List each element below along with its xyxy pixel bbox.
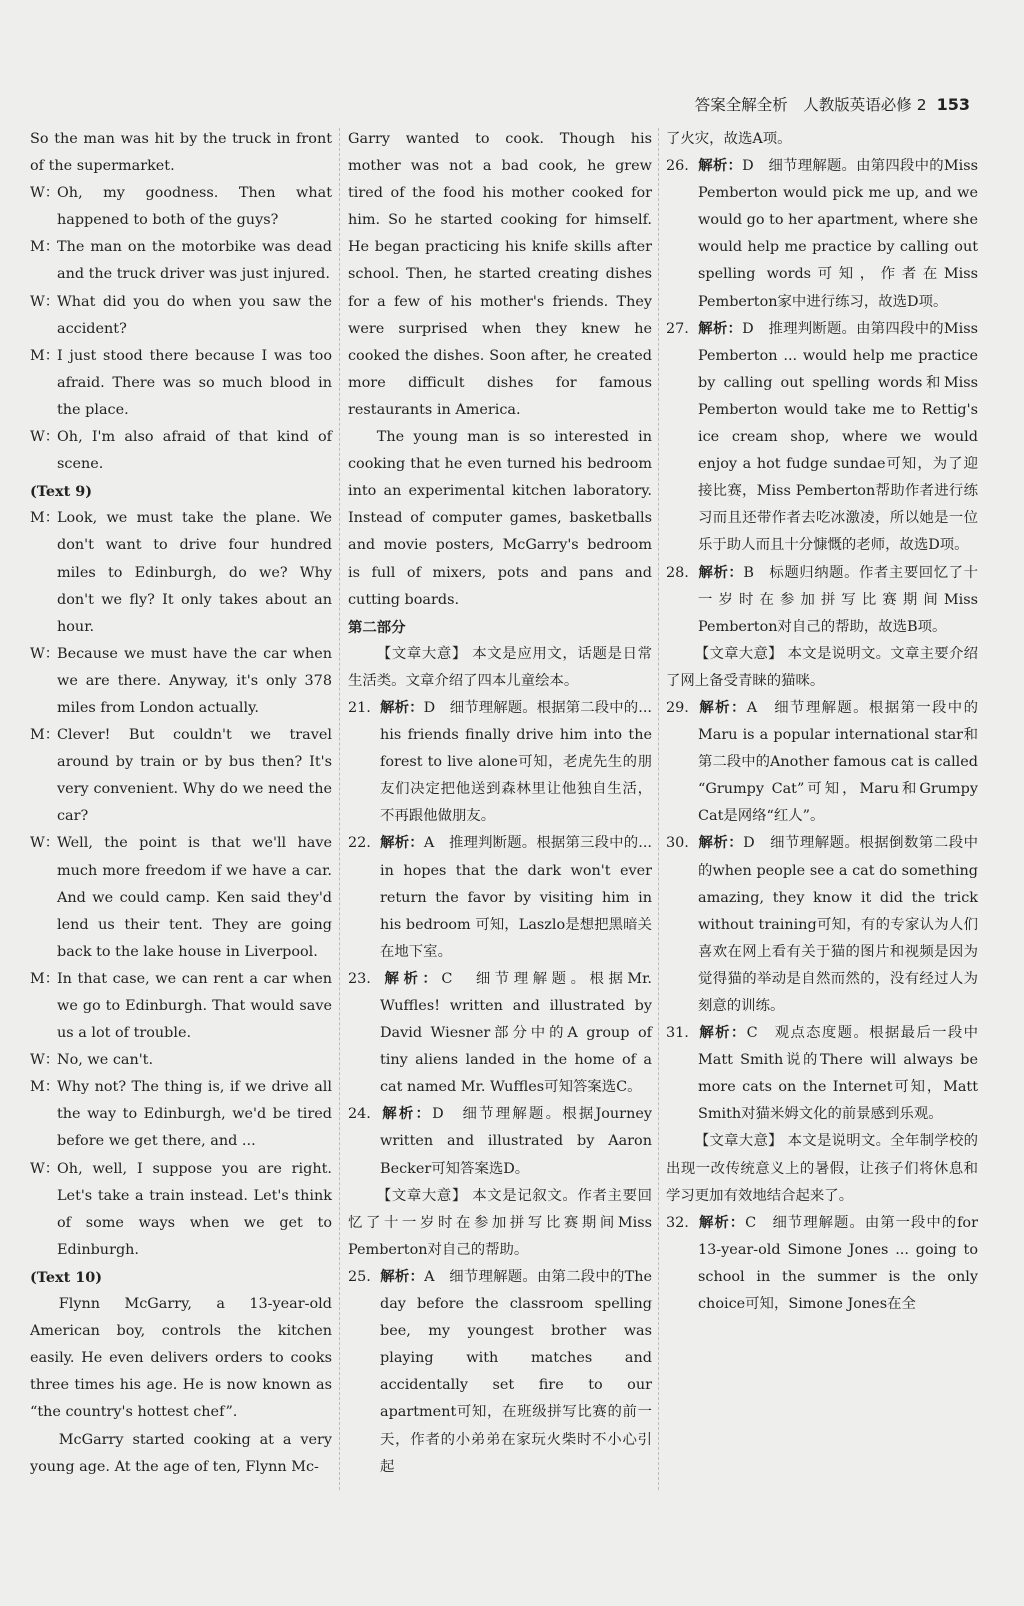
- paragraph: 【文章大意】 本文是应用文，话题是日常生活类。文章介绍了四本儿童绘本。: [348, 645, 652, 689]
- column-divider: [658, 128, 659, 1490]
- explanation-label: 解析：: [698, 835, 744, 852]
- question-number: 28.: [666, 564, 689, 581]
- column-middle: [348, 126, 652, 1481]
- dialogue-text: In that case, we can rent a car when we go to Edinburgh. That would save us a lot of trouble.: [57, 970, 332, 1042]
- answer-item: [666, 1020, 978, 1128]
- dialogue-line: [30, 505, 332, 640]
- dialogue-text: Look, we must take the plane. We don't want to drive four hundred miles to Edinburgh, do we? Why don't we fly? It only takes about an hour.: [57, 510, 332, 635]
- continued-text: 了火灾，故选A项。: [666, 131, 792, 147]
- column-left: [30, 126, 332, 1481]
- dialogue-line: [30, 641, 332, 722]
- section-heading: (Text 9): [30, 483, 93, 501]
- speaker-label: M：: [30, 727, 60, 744]
- dialogue-text: The man on the motorbike was dead and the truck driver was just injured.: [57, 239, 332, 283]
- answer-item: [666, 695, 978, 830]
- book-title: 答案全解全析 人教版英语必修 2: [694, 96, 927, 114]
- dialogue-text: Oh, I'm also afraid of that kind of scene.: [57, 429, 332, 473]
- dialogue-text: No, we can't.: [57, 1052, 154, 1069]
- speaker-label: M：: [30, 510, 60, 527]
- explanation-text: D 细节理解题。由第四段中的Miss Pemberton would pick me up, and we would go to her apartment, where she would help me practice by calling out spelling words可知，作者在Miss Pemberton家中进行练习，故选D项。: [698, 158, 978, 310]
- explanation-text: D 细节理解题。根据倒数第二段中的when people see a cat do something amazing, they know it did the trick without training可知，有的专家认为人们喜欢在网上看有关于猫的图片和视频是因为觉得猫的举动是自然而然的，没有经过人为刻意的训练。: [698, 835, 978, 1014]
- question-number: 31.: [666, 1025, 689, 1042]
- speaker-label: M：: [30, 970, 60, 987]
- section-heading: (Text 10): [30, 1268, 103, 1286]
- answer-item: [666, 1210, 978, 1318]
- dialogue-text: Clever! But couldn't we travel around by train or by bus then? It's very convenient. Why do we need the car?: [57, 727, 332, 825]
- explanation-label: 解析：: [380, 1106, 433, 1123]
- column-divider: [339, 128, 340, 1490]
- answer-item: [348, 966, 652, 1101]
- dialogue-line: [30, 1047, 332, 1074]
- dialogue-line: [30, 424, 332, 478]
- answer-item: [348, 1101, 652, 1182]
- answer-item: [348, 830, 652, 965]
- question-number: 24.: [348, 1106, 371, 1123]
- explanation-label: 解析：: [698, 564, 744, 581]
- explanation-label: 解析：: [380, 1268, 425, 1285]
- continued-text: So the man was hit by the truck in front of the supermarket.: [30, 131, 332, 175]
- dialogue-text: Oh, my goodness. Then what happened to both of the guys?: [57, 185, 332, 229]
- explanation-text: A 推理判断题。根据第三段中的... in hopes that the dark won't ever return the favor by visiting him in his bedroom 可知，Laszlo是想把黑暗关在地下室。: [380, 835, 652, 960]
- dialogue-text: What did you do when you saw the accident?: [57, 293, 332, 337]
- explanation-text: C 观点态度题。根据最后一段中Matt Smith说的There will always be more cats on the Internet可知，Matt Smith对猫米姆文化的前景感到乐观。: [698, 1025, 978, 1123]
- speaker-label: W：: [30, 1160, 60, 1177]
- paragraph: Flynn McGarry, a 13-year-old American boy, controls the kitchen easily. He even delivers orders to cooks three times his age. He is now known as “the country's hottest chef”.: [30, 1296, 332, 1421]
- explanation-text: D 细节理解题。根据Journey written and illustrated by Aaron Becker可知答案选D。: [380, 1106, 652, 1177]
- answer-item: [348, 695, 652, 830]
- paragraph: The young man is so interested in cooking that he even turned his bedroom into an experimental kitchen laboratory. Instead of computer games, basketballs and movie posters, McGarry's bedroom is full of mixers, pots and pans and cutting boards.: [348, 429, 652, 608]
- answer-item: [666, 560, 978, 641]
- explanation-label: 解析：: [698, 1025, 747, 1042]
- explanation-text: D 推理判断题。由第四段中的Miss Pemberton ... would help me practice by calling out spelling words和Miss Pemberton would take me to Rettig's ice cream shop, where we would enjoy a hot fudge sundae可知，为了迎接比赛，Miss Pemberton帮助作者进行练习而且还带作者去吃冰激凌，所以她是一位乐于助人而且十分慷慨的老师，故选D项。: [698, 320, 978, 554]
- explanation-text: C 细节理解题。由第一段中的for 13-year-old Simone Jones ... going to school in the summer is the only choice可知，Simone Jones在全: [698, 1214, 978, 1313]
- dialogue-line: [30, 180, 332, 234]
- answer-item: [666, 830, 978, 1020]
- explanation-label: 解析：: [698, 320, 743, 337]
- question-number: 22.: [348, 835, 371, 852]
- question-number: 21.: [348, 699, 371, 716]
- speaker-label: W：: [30, 835, 60, 852]
- dialogue-text: Because we must have the car when we are there. Anyway, it's only 378 miles from London actually.: [57, 645, 332, 716]
- explanation-label: 解析：: [698, 699, 747, 716]
- dialogue-line: [30, 830, 332, 965]
- speaker-label: W：: [30, 429, 60, 446]
- page-header: [695, 93, 970, 115]
- speaker-label: M：: [30, 347, 60, 364]
- explanation-label: 解析：: [380, 970, 442, 987]
- question-number: 30.: [666, 835, 689, 852]
- dialogue-text: I just stood there because I was too afraid. There was so much blood in the place.: [57, 347, 332, 418]
- speaker-label: W：: [30, 1052, 60, 1069]
- explanation-text: A 细节理解题。由第二段中的The day before the classroom spelling bee, my youngest brother was playing with matches and accidentally set fire to our apartment可知，在班级拼写比赛的前一天，作者的小弟弟在家玩火柴时不小心引起: [380, 1268, 652, 1475]
- dialogue-line: [30, 1074, 332, 1155]
- answer-item: [348, 1264, 652, 1481]
- question-number: 32.: [666, 1214, 689, 1231]
- paragraph: 【文章大意】 本文是说明文。文章主要介绍了网上备受青睐的猫咪。: [666, 645, 978, 689]
- explanation-label: 解析：: [380, 835, 424, 852]
- question-number: 29.: [666, 699, 689, 716]
- dialogue-line: [30, 343, 332, 424]
- answer-item: [666, 316, 978, 560]
- paragraph: 【文章大意】 本文是说明文。全年制学校的出现一改传统意义上的暑假，让孩子们将休息和学习更加有效地结合起来了。: [666, 1133, 978, 1204]
- question-number: 26.: [666, 158, 689, 175]
- dialogue-text: Well, the point is that we'll have much more freedom if we have a car. And we could camp. Ken said they'd lend us their tent. They are going back to the lake house in Liverpool.: [57, 835, 332, 960]
- explanation-label: 解析：: [698, 158, 743, 175]
- dialogue-line: [30, 722, 332, 830]
- explanation-label: 解析：: [698, 1214, 746, 1231]
- section-heading: 第二部分: [348, 618, 406, 636]
- explanation-text: D 细节理解题。根据第二段中的... his friends finally drive him into the forest to live alone可知，老虎先生的朋友们决定把他送到森林里让他独自生活，不再跟他做朋友。: [380, 699, 652, 825]
- dialogue-text: Why not? The thing is, if we drive all the way to Edinburgh, we'd be tired before we get there, and ...: [57, 1079, 332, 1150]
- explanation-text: C 细节理解题。根据Mr. Wuffles! written and illustrated by David Wiesner部分中的A group of tiny aliens landed in the home of a cat named Mr. Wuffles可知答案选C。: [380, 970, 652, 1096]
- dialogue-line: [30, 234, 332, 288]
- question-number: 27.: [666, 320, 689, 337]
- answer-item: [666, 153, 978, 316]
- question-number: 23.: [348, 970, 371, 987]
- speaker-label: M：: [30, 1079, 60, 1096]
- paragraph: McGarry started cooking at a very young age. At the age of ten, Flynn Mc-: [30, 1431, 332, 1475]
- dialogue-line: [30, 1156, 332, 1264]
- page-number: 153: [936, 95, 970, 114]
- paragraph: 【文章大意】 本文是记叙文。作者主要回忆了十一岁时在参加拼写比赛期间Miss Pemberton对自己的帮助。: [348, 1187, 652, 1258]
- question-number: 25.: [348, 1268, 371, 1285]
- explanation-text: B 标题归纳题。作者主要回忆了十一岁时在参加拼写比赛期间Miss Pemberton对自己的帮助，故选B项。: [698, 564, 978, 635]
- dialogue-text: Oh, well, I suppose you are right. Let's take a train instead. Let's think of some ways when we get to Edinburgh.: [57, 1160, 332, 1258]
- explanation-label: 解析：: [380, 699, 424, 716]
- speaker-label: W：: [30, 293, 60, 310]
- dialogue-line: [30, 289, 332, 343]
- speaker-label: M：: [30, 239, 60, 256]
- speaker-label: W：: [30, 645, 60, 662]
- continued-text: Garry wanted to cook. Though his mother was not a bad cook, he grew tired of the food his mother cooked for him. So he started cooking for himself. He began practicing his knife skills after school. Then, he started creating dishes for a few of his mother's friends. They were surprised when they knew he cooked the dishes. Soon after, he created more difficult dishes for famous restaurants in America.: [348, 131, 652, 418]
- speaker-label: W：: [30, 185, 60, 202]
- explanation-text: A 细节理解题。根据第一段中的Maru is a popular international star和第二段中的Another famous cat is called “Grumpy Cat”可知，Maru和Grumpy Cat是网络“红人”。: [698, 699, 978, 825]
- dialogue-line: [30, 966, 332, 1047]
- column-right: [666, 126, 978, 1318]
